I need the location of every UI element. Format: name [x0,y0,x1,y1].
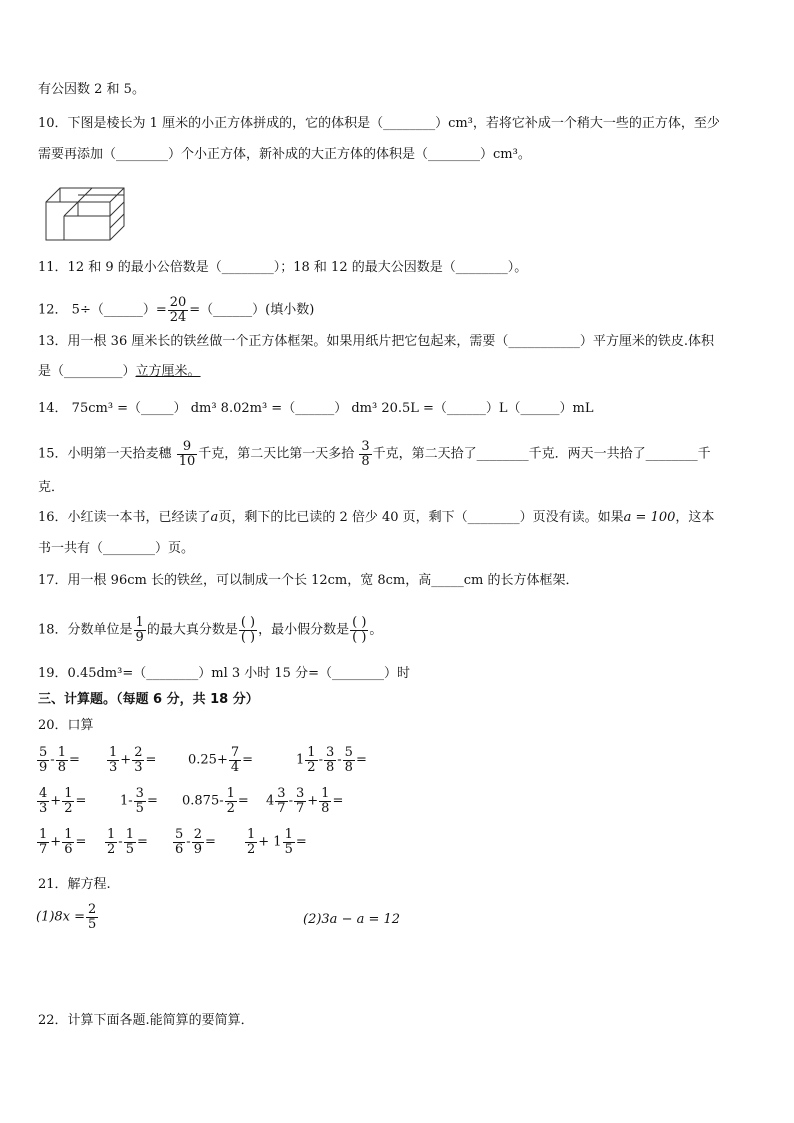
oral-operator: - [337,752,342,768]
fraction-numerator: 1 [125,827,134,842]
fraction-numerator: 1 [226,786,235,801]
fraction-numerator: 7 [230,745,240,760]
q18: 18．分数单位是 $\frac{1}{9}$ 的最大真分数是 $\frac{( )}{( )}$ ，最小假分数是 $\frac{( )}{( )}$ 。 [38,615,383,645]
fraction-denominator: 7 [295,800,305,816]
oral-expression [36,787,86,815]
fraction-denominator: 7 [39,841,48,857]
fraction-denominator: 9 [193,841,202,857]
oral-fraction [225,787,237,815]
q21: 21．解方程. [38,877,111,892]
fraction-denominator: 2 [247,841,256,857]
fraction-denominator: 3 [39,800,48,816]
oral-operator: + [50,793,62,809]
oral-fraction [56,746,68,774]
oral-expression [182,787,249,815]
oral-expression [36,746,80,774]
oral-operator: - [186,834,191,850]
fraction-denominator: 2 [64,800,73,816]
fraction-numerator: 1 [321,786,330,801]
oral-fraction [62,828,74,856]
oral-operator: 1- [120,793,133,809]
fraction-numerator: 1 [109,745,118,760]
fraction-denominator: 7 [277,800,286,816]
oral-operator: + [307,793,319,809]
oral-fraction [192,828,204,856]
oral-operator: + [120,752,132,768]
fraction-numerator: 3 [325,745,335,760]
fraction-numerator: 3 [277,786,286,801]
q15-line2: 克． [38,480,65,495]
fraction-denominator: 8 [57,759,66,775]
section-3-heading: 三、计算题。（每题 6 分，共 18 分） [38,692,259,707]
oral-operator: = [295,834,307,850]
q15-line1: 15．小明第一天拾麦穗 $\frac{9}{10}$ 千克，第二天比第一天多拾 $\frac{3}{8}$ 千克，第二天拾了________千克．两天一共拾了________千 [38,439,711,469]
oral-operator: = [204,834,216,850]
q19: 19．0.45dm³=（________）ml 3 小时 15 分=（________）时 [38,666,410,681]
oral-fraction [229,746,241,774]
oral-operator: + 1 [258,834,282,850]
fraction-numerator: 3 [135,786,144,801]
fraction-denominator: 6 [175,841,184,857]
oral-fraction [37,787,49,815]
fraction-numerator: 1 [247,827,256,842]
q11: 11．12 和 9 的最小公倍数是（________）；18 和 12 的最大公因数是（________）。 [38,260,528,275]
oral-expression [106,746,156,774]
oral-operator: = [75,834,87,850]
equation-1-fraction: $\frac{2}{5}$ [88,902,97,932]
oral-expression [172,828,216,856]
oral-fraction [294,787,306,815]
fraction-numerator: 1 [64,827,73,842]
fraction-denominator: 3 [109,759,118,775]
equation-1: (1)8x = $\frac{2}{5}$ [36,902,97,932]
q13-line1: 13．用一根 36 厘米长的铁丝做一个正方体框架。如果用纸片把它包起来，需要（___________）平方厘米的铁皮.体积 [38,334,714,349]
oral-operator: - [50,752,55,768]
oral-operator: = [68,752,80,768]
fraction-denominator: 5 [284,841,293,857]
oral-operator: = [237,793,249,809]
oral-operator: - [118,834,123,850]
fraction-denominator: 5 [135,800,144,816]
oral-fraction [245,828,257,856]
fraction-numerator: 4 [39,786,48,801]
fraction-denominator: 5 [125,841,134,857]
oral-fraction [37,828,49,856]
oral-fraction [324,746,336,774]
fraction-numerator: 1 [107,827,116,842]
oral-expression [296,746,367,774]
q22: 22．计算下面各题.能简算的要简算． [38,1013,254,1028]
fraction-denominator: 2 [307,759,316,775]
oral-operator: - [288,793,293,809]
q12: 12． 5÷（______）= $\frac{20}{24}$ =（______）(填小数) [38,295,315,325]
oral-operator: = [145,752,157,768]
fraction-numerator: 1 [57,745,66,760]
oral-fraction [319,787,331,815]
oral-fraction [305,746,317,774]
oral-fraction [134,787,146,815]
oral-operator: = [146,793,158,809]
fraction-denominator: 2 [107,841,116,857]
oral-operator: 4 [266,793,275,809]
q15-fraction-2: $\frac{3}{8}$ [361,439,370,469]
oral-operator: = [332,793,344,809]
oral-expression [104,828,148,856]
q13-line2: 是（_________）立方厘米。 [38,364,201,379]
fraction-numerator: 2 [193,827,202,842]
oral-fraction [37,746,49,774]
q12-fraction: $\frac{20}{24}$ [169,295,187,325]
q18-blank-fraction-1: $\frac{( )}{( )}$ [240,615,256,645]
fraction-numerator: 1 [39,827,48,842]
q9-tail: 有公因数 2 和 5。 [38,82,145,97]
fraction-denominator: 9 [39,759,48,775]
q17: 17．用一根 96cm 长的铁丝，可以制成一个长 12cm，宽 8cm，高_____cm 的长方体框架． [38,573,579,588]
fraction-denominator: 8 [321,800,330,816]
oral-operator: 1 [296,752,305,768]
fraction-denominator: 6 [64,841,73,857]
q10-line2: 需要再添加（________）个小正方体，新补成的大正方体的体积是（________）cm³。 [38,147,531,162]
q16-line1: 16．小红读一本书，已经读了a页，剩下的比已读的 2 倍少 40 页，剩下（________）页没有读。如果a = 100，这本 [38,510,715,525]
oral-operator: = [136,834,148,850]
fraction-numerator: 5 [175,827,184,842]
oral-fraction [283,828,295,856]
oral-fraction [62,787,74,815]
fraction-numerator: 5 [344,745,353,760]
equation-2: (2)3a − a = 12 [303,912,401,927]
oral-operator: + [50,834,62,850]
fraction-denominator: 8 [344,759,353,775]
oral-operator: = [75,793,87,809]
cube-figure [42,180,132,246]
oral-expression [120,787,158,815]
q18-blank-fraction-2: $\frac{( )}{( )}$ [352,615,367,645]
q10-line1: 10．下图是棱长为 1 厘米的小正方体拼成的，它的体积是（________）cm³，若将它补成一个稍大一些的正方体，至少 [38,116,720,131]
q15-fraction-1: $\frac{9}{10}$ [178,439,196,469]
oral-fraction [275,787,287,815]
oral-fraction [173,828,185,856]
oral-operator: - [318,752,323,768]
fraction-numerator: 5 [39,745,48,760]
oral-operator: 0.25+ [188,752,228,768]
fraction-denominator: 2 [226,800,235,816]
fraction-denominator: 8 [325,759,335,775]
fraction-numerator: 3 [295,786,305,801]
fraction-denominator: 3 [134,759,143,775]
fraction-numerator: 1 [284,827,293,842]
q18-unit-fraction: $\frac{1}{9}$ [135,615,144,645]
q14: 14． 75cm³ =（_____） dm³ 8.02m³ =（______） dm³ 20.5L =（______）L（______）mL [38,401,594,416]
oral-fraction [105,828,117,856]
oral-fraction [343,746,355,774]
q16-line2: 书一共有（________）页。 [38,541,195,556]
oral-operator: 0.875- [182,793,224,809]
oral-operator: = [355,752,367,768]
fraction-numerator: 1 [64,786,73,801]
oral-fraction [124,828,136,856]
oral-expression [188,746,253,774]
fraction-numerator: 2 [134,745,143,760]
oral-operator: = [242,752,254,768]
oral-expression [36,828,86,856]
fraction-denominator: 4 [230,759,240,775]
oral-fraction [132,746,144,774]
oral-expression [244,828,307,856]
oral-fraction [107,746,119,774]
q20: 20．口算 [38,718,94,733]
oral-expression [266,787,343,815]
fraction-numerator: 1 [307,745,316,760]
